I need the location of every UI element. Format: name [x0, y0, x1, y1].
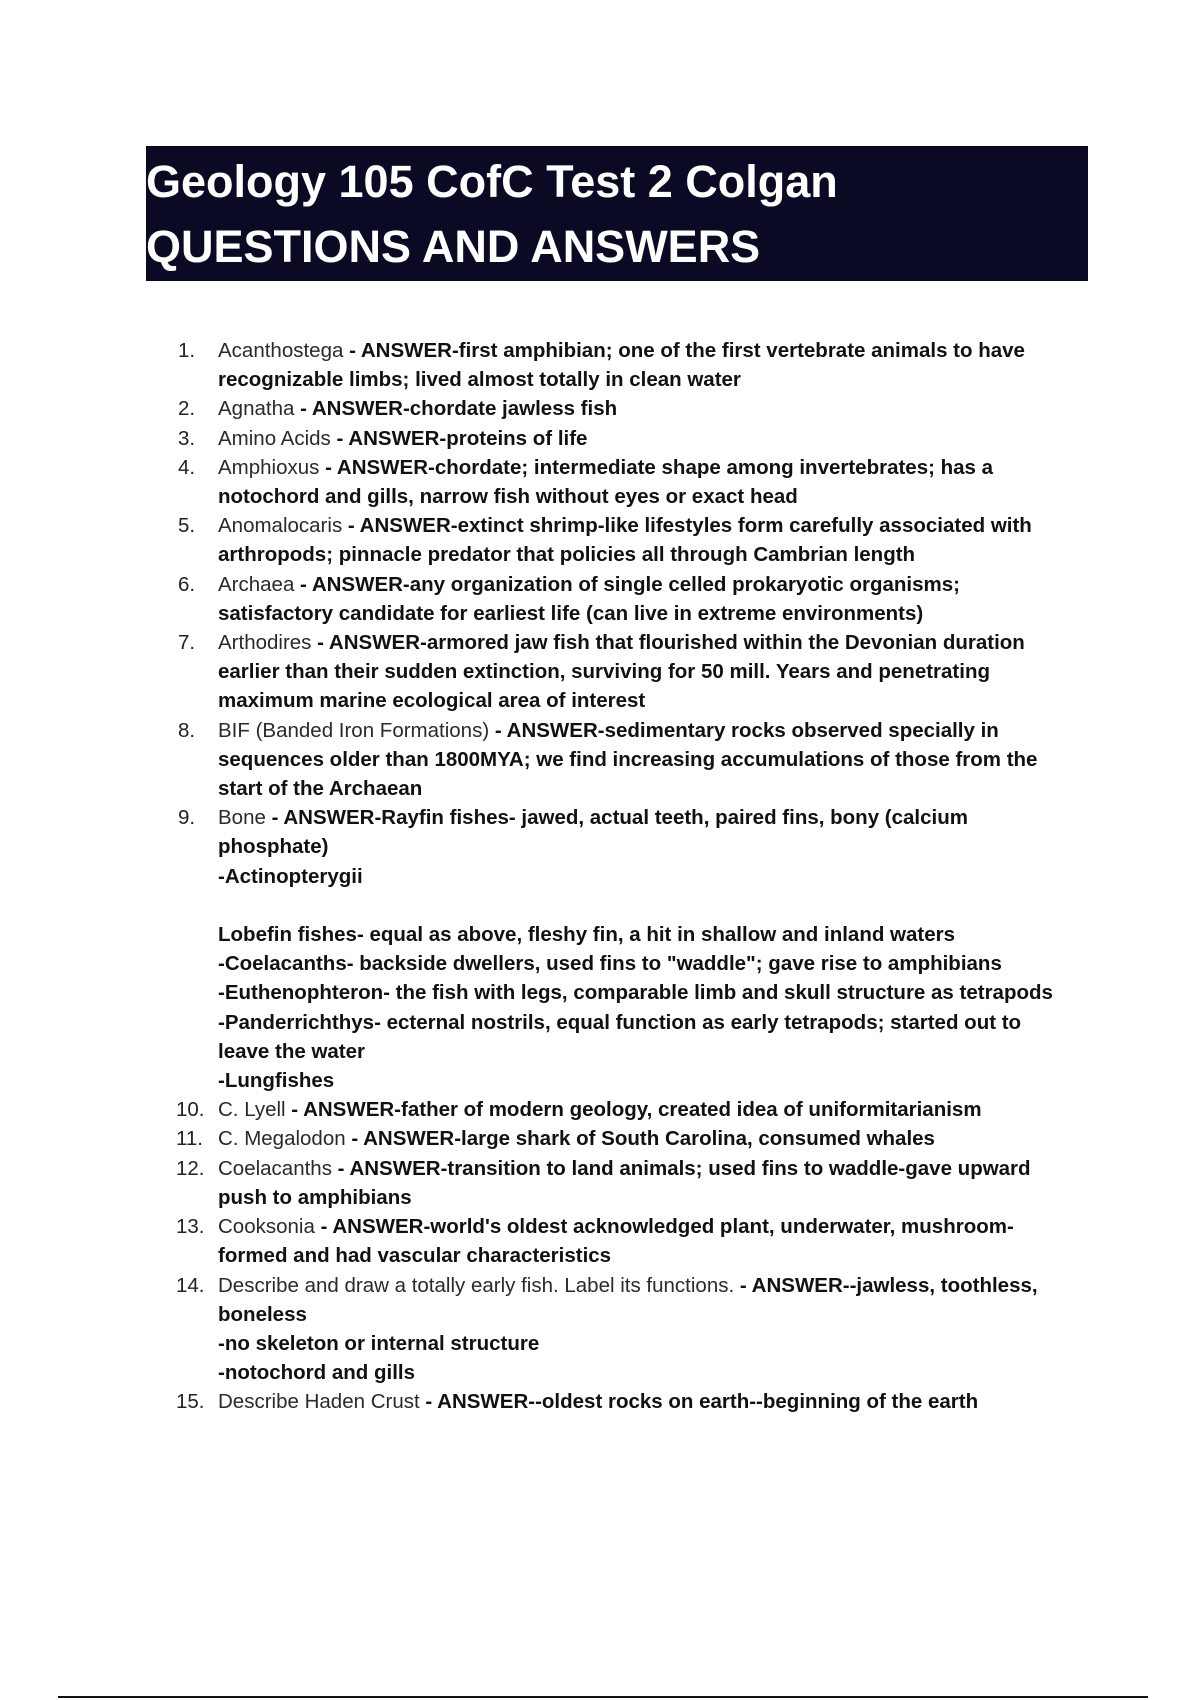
answer-text: ANSWER--jawless, toothless, boneless -no skeleton or internal structure -notochord and gills	[218, 1273, 1038, 1385]
qa-item	[178, 716, 1078, 804]
item-number: 4.	[178, 455, 196, 479]
separator: -	[419, 1390, 438, 1414]
qa-item	[178, 1212, 1078, 1270]
question-term: Amphioxus	[218, 455, 320, 479]
item-number: 8.	[178, 718, 196, 742]
qa-item	[178, 1124, 1078, 1153]
separator: -	[331, 1156, 350, 1180]
item-number: 15.	[176, 1390, 205, 1414]
answer-text: ANSWER-large shark of South Carolina, consumed whales	[363, 1127, 935, 1151]
answer-text: ANSWER--oldest rocks on earth--beginning of the earth	[437, 1390, 979, 1414]
document-subtitle: QUESTIONS AND ANSWERS	[146, 221, 761, 272]
qa-item	[178, 1271, 1078, 1388]
separator: -	[330, 426, 349, 450]
qa-item	[178, 424, 1078, 453]
separator: -	[734, 1273, 752, 1297]
separator: -	[319, 455, 337, 479]
answer-text: ANSWER-sedimentary rocks observed specially in sequences older than 1800MYA; we find increasing accumulations of those from the start of the Archaean	[218, 718, 1038, 801]
qa-item	[178, 570, 1078, 628]
separator: -	[285, 1098, 304, 1122]
question-term: Amino Acids	[218, 426, 331, 450]
answer-text: ANSWER-world's oldest acknowledged plant, underwater, mushroom-formed and had vascular characteristics	[218, 1215, 1014, 1268]
question-term: Acanthostega	[218, 339, 344, 362]
item-number: 7.	[178, 631, 196, 655]
question-term: Describe Haden Crust	[218, 1390, 420, 1414]
answer-text: ANSWER-chordate jawless fish	[311, 397, 618, 421]
document-title: Geology 105 CofC Test 2 Colgan	[146, 156, 838, 207]
item-number: 5.	[178, 514, 196, 538]
page-divider	[58, 1696, 1148, 1698]
separator: -	[489, 718, 507, 742]
question-term: Cooksonia	[218, 1215, 315, 1239]
question-term: BIF (Banded Iron Formations)	[218, 718, 490, 742]
item-number: 2.	[178, 397, 196, 421]
answer-text: ANSWER-armored jaw fish that flourished within the Devonian duration earlier than their sudden extinction, surviving for 50 mill. Years and penetrating maximum marine ecological area of interest	[218, 631, 1025, 713]
item-number: 1.	[178, 339, 196, 362]
answer-text: ANSWER-Rayfin fishes- jawed, actual teeth, paired fins, bony (calcium phosphate) -Actinopterygii Lobefin fishes- equal as above, fleshy fin, a hit in shallow and inland waters -Coelacanths- backside dwellers, used fins to "waddle"; gave rise to amphibians -Euthenophteron- the fish with legs, comparable limb and skull structure as tetrapods -Panderrichthys- ecternal nostrils, equal function as early tetrapods; started out to leave the water -Lungfishes	[218, 806, 1053, 1093]
question-term: Anomalocaris	[218, 514, 343, 538]
item-number: 6.	[178, 572, 196, 596]
item-number: 12.	[176, 1156, 205, 1180]
separator: -	[345, 1127, 364, 1151]
question-term: C. Lyell	[218, 1098, 286, 1122]
item-number: 3.	[178, 426, 196, 450]
qa-item	[178, 453, 1078, 511]
question-term: Coelacanths	[218, 1156, 332, 1180]
qa-item	[178, 511, 1078, 569]
qa-item	[178, 1387, 1078, 1416]
qa-item	[178, 1154, 1078, 1212]
qa-item	[178, 803, 1078, 1095]
question-term: Archaea	[218, 572, 295, 596]
qa-item	[178, 336, 1078, 394]
answer-text: ANSWER-chordate; intermediate shape among invertebrates; has a notochord and gills, narrow fish without eyes or exact head	[218, 455, 994, 509]
separator: -	[265, 806, 284, 830]
question-term: Describe and draw a totally early fish. Label its functions.	[218, 1273, 735, 1297]
answer-text: ANSWER-extinct shrimp-like lifestyles form carefully associated with arthropods; pinnacle predator that policies all through Cambrian length	[218, 514, 1032, 567]
question-term: Bone	[218, 806, 266, 830]
separator: -	[294, 572, 312, 596]
qa-item	[178, 628, 1078, 716]
question-term: Agnatha	[218, 397, 295, 421]
question-term: Arthodires	[218, 631, 312, 655]
question-term: C. Megalodon	[218, 1127, 346, 1151]
item-number: 9.	[178, 806, 196, 830]
answer-text: ANSWER-any organization of single celled prokaryotic organisms; satisfactory candidate for earliest life (can live in extreme environments)	[218, 572, 960, 625]
answer-text: ANSWER-father of modern geology, created idea of uniformitarianism	[303, 1098, 982, 1122]
separator: -	[294, 397, 312, 421]
item-number: 13.	[176, 1215, 205, 1239]
separator: -	[342, 514, 360, 538]
title-banner	[146, 146, 1088, 281]
answer-text: ANSWER-first amphibian; one of the first vertebrate animals to have recognizable limbs; lived almost totally in clean water	[218, 339, 1025, 392]
separator: -	[311, 631, 329, 655]
separator: -	[314, 1215, 333, 1239]
qa-item	[178, 1095, 1078, 1124]
qa-item	[178, 394, 1078, 423]
qa-list	[178, 336, 1078, 1417]
answer-text: ANSWER-proteins of life	[348, 426, 588, 450]
item-number: 11.	[176, 1127, 203, 1151]
separator: -	[343, 339, 361, 362]
item-number: 10.	[176, 1098, 205, 1122]
item-number: 14.	[176, 1273, 205, 1297]
answer-text: ANSWER-transition to land animals; used fins to waddle-gave upward push to amphibians	[218, 1156, 1031, 1209]
